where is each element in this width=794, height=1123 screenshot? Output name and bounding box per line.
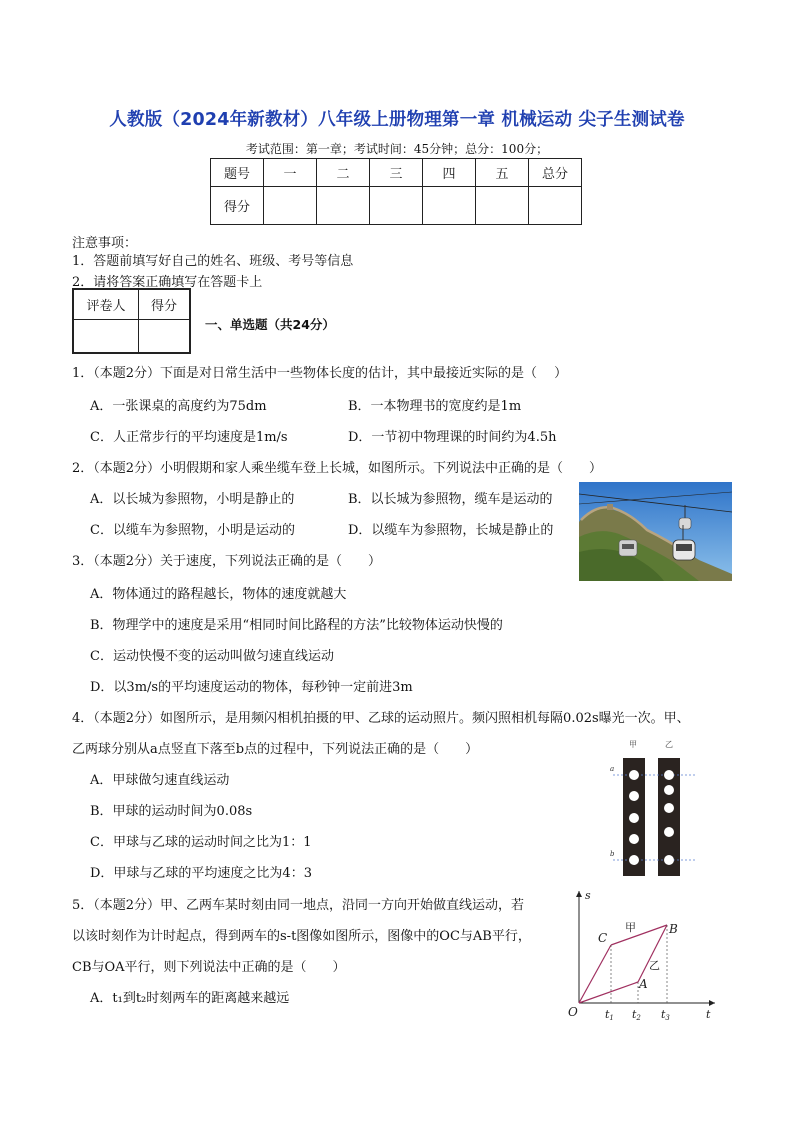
option-a[interactable]: A．甲球做匀速直线运动: [90, 773, 230, 788]
score-header-cell: 四: [423, 159, 476, 187]
option-a[interactable]: A．t₁到t₂时刻两车的距离越来越远: [90, 991, 290, 1006]
tick-t2-label: t2: [632, 1008, 641, 1022]
label-jia: 甲: [629, 740, 637, 749]
option-c[interactable]: C．以缆车为参照物，小明是运动的: [90, 523, 295, 538]
option-d[interactable]: D．以缆车为参照物，长城是静止的: [348, 523, 554, 538]
point-a-label: A: [639, 977, 648, 991]
point-b-label: B: [669, 922, 678, 936]
option-b[interactable]: B．甲球的运动时间为0.08s: [90, 804, 253, 819]
score-input-cell[interactable]: [317, 187, 370, 225]
tick-t1-label: t1: [605, 1008, 614, 1022]
option-d[interactable]: D．一节初中物理课的时间约为4.5h: [348, 430, 557, 445]
note-item: 2．请将答案正确填写在答题卡上: [72, 275, 263, 290]
label-a: a: [610, 765, 615, 773]
score-header-cell: 五: [476, 159, 529, 187]
grader-score-cell[interactable]: [139, 319, 191, 353]
score-input-cell[interactable]: [529, 187, 582, 225]
section-title: 一、单选题（共24分）: [205, 317, 335, 332]
axis-s-label: s: [585, 889, 591, 902]
question-stem-continued: 以该时刻作为计时起点，得到两车的s-t图像如图所示，图像中的OC与AB平行，: [72, 929, 531, 944]
option-b[interactable]: B．物理学中的速度是采用“相同时间比路程的方法”比较物体运动快慢的: [90, 618, 503, 633]
question-stem: 3．（本题2分）关于速度，下列说法正确的是（ ）: [72, 554, 382, 569]
option-b[interactable]: B．以长城为参照物，缆车是运动的: [348, 492, 553, 507]
option-b[interactable]: B．一本物理书的宽度约是1m: [348, 399, 522, 414]
score-input-cell[interactable]: [476, 187, 529, 225]
exam-meta: 考试范围：第一章；考试时间：45分钟；总分：100分；: [245, 142, 549, 156]
grader-label: 评卷人: [73, 289, 139, 319]
score-header-cell: 一: [264, 159, 317, 187]
series-jia-label: 甲: [625, 921, 636, 934]
question-stem-continued: 乙两球分别从a点竖直下落至b点的过程中，下列说法正确的是（ ）: [72, 742, 479, 757]
note-item: 1．答题前填写好自己的姓名、班级、考号等信息: [72, 254, 354, 269]
score-header-cell: 三: [370, 159, 423, 187]
grader-name-cell[interactable]: [73, 319, 139, 353]
great-wall-cable-car-image: [579, 482, 732, 581]
option-a[interactable]: A．物体通过的路程越长，物体的速度就越大: [90, 587, 347, 602]
score-input-cell[interactable]: [264, 187, 317, 225]
point-c-label: C: [598, 931, 608, 945]
st-graph-figure: [565, 885, 725, 1025]
option-d[interactable]: D．以3m/s的平均速度运动的物体，每秒钟一定前进3m: [90, 680, 413, 695]
page-title: 人教版（2024年新教材）八年级上册物理第一章 机械运动 尖子生测试卷: [109, 110, 685, 130]
option-c[interactable]: C．人正常步行的平均速度是1m/s: [90, 430, 288, 445]
score-row-label: 得分: [211, 187, 264, 225]
strobe-photo-figure: [605, 738, 705, 878]
question-stem-continued: CB与OA平行，则下列说法中正确的是（ ）: [72, 960, 346, 975]
question-stem: 2．（本题2分）小明假期和家人乘坐缆车登上长城，如图所示。下列说法中正确的是（ ）: [72, 461, 603, 476]
option-a[interactable]: A．一张课桌的高度约为75dm: [90, 399, 267, 414]
score-table: [210, 158, 582, 225]
tick-t3-label: t3: [661, 1008, 670, 1022]
label-b: b: [610, 850, 615, 858]
axis-t-label: t: [706, 1008, 711, 1021]
score-header-cell: 二: [317, 159, 370, 187]
notes-heading: 注意事项：: [72, 236, 138, 251]
question-stem: 5．（本题2分）甲、乙两车某时刻由同一地点，沿同一方向开始做直线运动，若: [72, 898, 525, 913]
origin-label: O: [568, 1005, 578, 1019]
option-a[interactable]: A．以长城为参照物，小明是静止的: [90, 492, 295, 507]
label-yi: 乙: [665, 740, 673, 749]
question-stem: 4．（本题2分）如图所示，是用频闪相机拍摄的甲、乙球的运动照片。频闪照相机每隔0.02s曝光一次。甲、: [72, 711, 690, 726]
option-c[interactable]: C．甲球与乙球的运动时间之比为1：1: [90, 835, 312, 850]
series-yi-label: 乙: [649, 959, 660, 972]
score-input-cell[interactable]: [370, 187, 423, 225]
score-input-cell[interactable]: [423, 187, 476, 225]
option-d[interactable]: D．甲球与乙球的平均速度之比为4：3: [90, 866, 312, 881]
grader-score-label: 得分: [139, 289, 191, 319]
option-c[interactable]: C．运动快慢不变的运动叫做匀速直线运动: [90, 649, 334, 664]
grader-table: [72, 288, 191, 354]
question-stem: 1．（本题2分）下面是对日常生活中一些物体长度的估计，其中最接近实际的是（ ）: [72, 366, 568, 381]
score-header-cell: 总分: [529, 159, 582, 187]
score-header-cell: 题号: [211, 159, 264, 187]
